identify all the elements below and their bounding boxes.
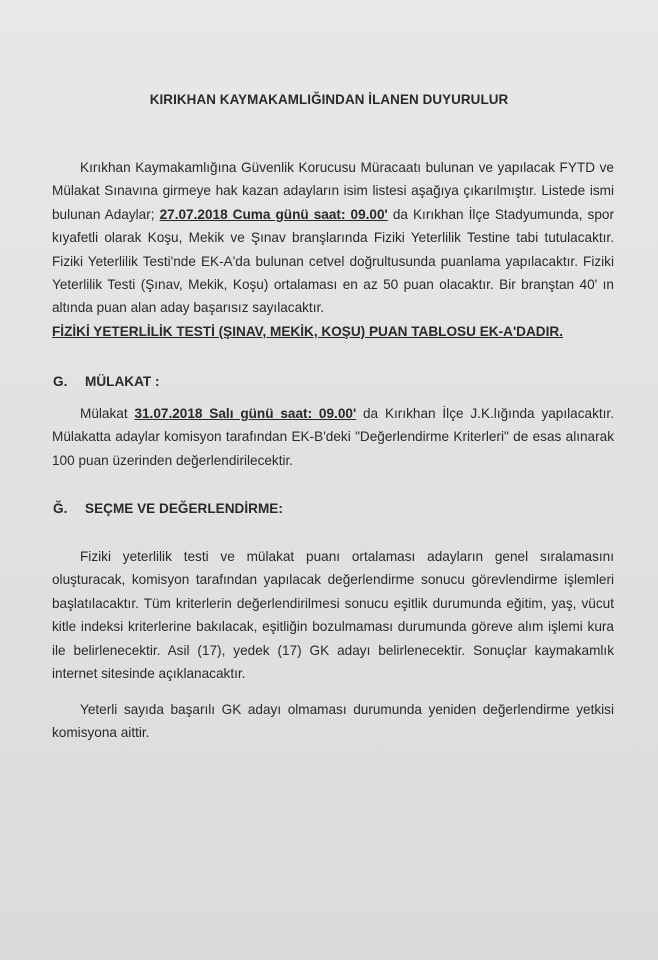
section-g-text-1: Mülakat (80, 406, 135, 421)
section-g-title: MÜLAKAT : (85, 374, 160, 389)
intro-text-1: Kırıkhan Kaymakamlığına Güvenlik Korucusu Müracaatı bulunan ve yapılacak FYTD ve Mülakat Sınavına girmeye hak kazan adayların isim listesi aşağıya çıkarılmıştır. Listede ismi bulunan Adaylar; (52, 160, 614, 222)
section-g-heading (53, 374, 160, 389)
section-gg-title: SEÇME VE DEĞERLENDİRME: (85, 501, 283, 516)
intro-paragraph (52, 156, 614, 343)
intro-date: 27.07.2018 Cuma günü saat: 09.00' (159, 206, 388, 222)
section-g-letter: G. (53, 374, 68, 389)
section-g-paragraph (52, 402, 614, 472)
section-gg-paragraph-1 (52, 545, 614, 685)
section-g-date: 31.07.2018 Salı günü saat: 09.00' (134, 406, 357, 421)
section-g-text-2: da Kırıkhan İlçe J.K.lığında yapılacaktır. Mülakatta adaylar komisyon tarafından EK-B'deki "Değerlendirme Kriterleri" de esas alınarak 100 puan üzerinden değerlendirilecektir. (52, 406, 614, 468)
intro-note: FİZİKİ YETERLİLİK TESTİ (ŞINAV, MEKİK, KOŞU) PUAN TABLOSU EK-A'DADIR. (52, 323, 563, 339)
section-gg-text-2: Yeterli sayıda başarılı GK adayı olmaması durumunda yeniden değerlendirme yetkisi komisyona aittir. (52, 702, 614, 741)
section-gg-paragraph-2 (52, 698, 614, 745)
section-gg-text-1: Fiziki yeterlilik testi ve mülakat puanı ortalaması adayların genel sıralamasını oluşturacak, komisyon tarafından yapılacak değerlendirme sonucu görevlendirme işlemleri başlatılacaktır. Tüm kriterlerin değerlendirilmesi sonucu eşitlik durumunda eğitim, yaş, vücut kitle indeksi kriterlerine bakılacak, eşitliğin bozulmaması durumunda göreve alım işlemi kura ile belirlenecektir. Asil (17), yedek (17) GK adayı belirlenecektir. Sonuçlar kaymakamlık internet sitesinde açıklanacaktır. (52, 549, 614, 682)
intro-text-2: da Kırıkhan İlçe Stadyumunda, spor kıyafetli olarak Koşu, Mekik ve Şınav branşlarında Fiziki Yeterlilik Testine tabi tutulacaktır. Fiziki Yeterlilik Testi'nde EK-A'da bulunan cetvel doğrultusunda puanlama yapılacaktır. Fiziki Yeterlilik Testi (Şınav, Mekik, Koşu) ortalaması en az 50 puan olacaktır. Bir branştan 40' ın altında puan alan aday başarısız sayılacaktır. (52, 206, 615, 316)
section-gg-heading (53, 501, 283, 516)
document-title: KIRIKHAN KAYMAKAMLIĞINDAN İLANEN DUYURULUR (149, 92, 509, 107)
section-gg-letter: Ğ. (53, 501, 68, 516)
